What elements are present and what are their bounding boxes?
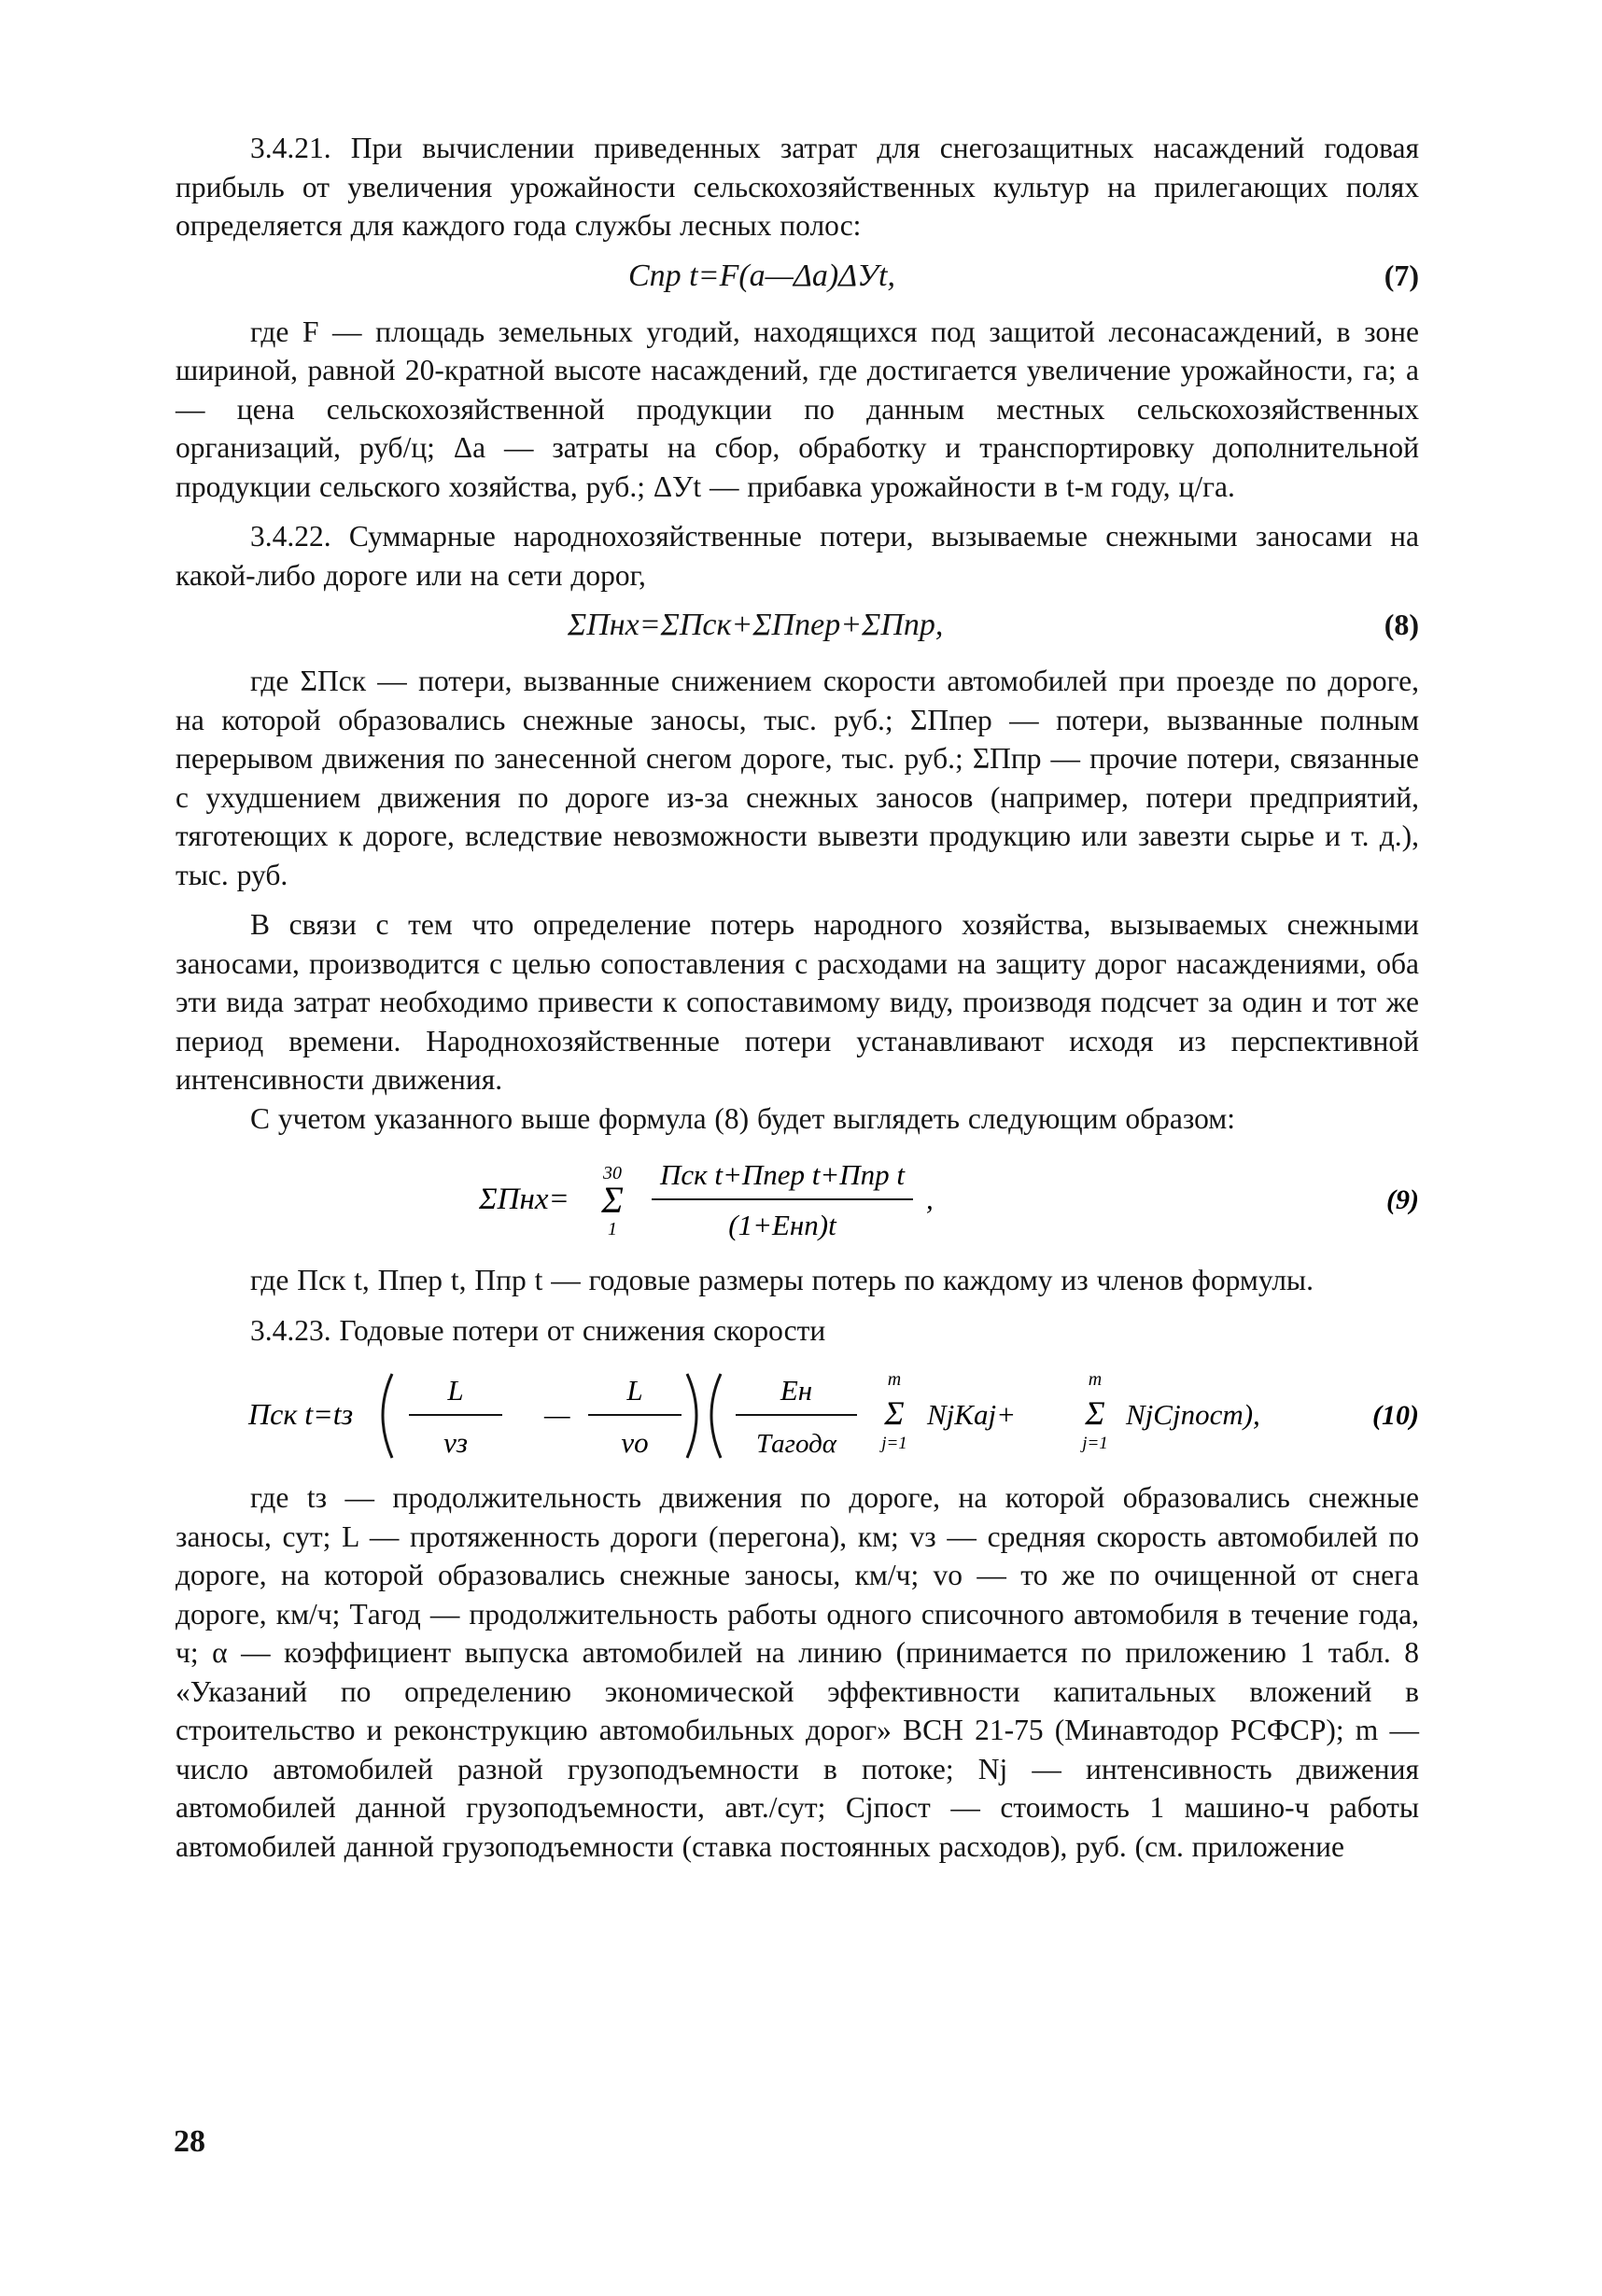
formula-10-frac1-den: vз xyxy=(443,1426,468,1459)
section-3-4-23-intro: 3.4.23. Годовые потери от снижения скорости xyxy=(250,1313,826,1347)
section-3-4-22-explanation: где ΣПск — потери, вызванные снижением скорости автомобилей при проезде по дороге, на которой образовались снежные заносы, тыс. руб.; ΣПпер — потери, вызванные полным перерывом движения по занесенной снегом дороге, тыс. руб.; ΣПпр — прочие потери, связанные с ухудшением движения по дороге из-за снежных заносов (например, потери предприятий, тяготеющих к дороге, вследствие невозможности вывезти продукцию или завезти сырье и т. д.), тыс. руб. xyxy=(176,665,1419,891)
formula-9-numerator: Пск t+Ппер t+Ппр t xyxy=(659,1158,906,1191)
formula-9-number: (9) xyxy=(1386,1184,1419,1215)
formula-8-expression: ΣПнх=ΣПск+ΣПпер+ΣПпр, xyxy=(568,608,944,642)
formula-10-frac2-num: L xyxy=(626,1374,643,1407)
formula-10-frac3-num: Eн xyxy=(780,1374,813,1407)
formula-10-sum2-upper: m xyxy=(1088,1369,1103,1390)
formula-7 xyxy=(176,245,1419,313)
formula-9-trailing: , xyxy=(926,1183,934,1215)
formula-10-paren-right-1 xyxy=(687,1374,696,1458)
formula-9-graphic xyxy=(176,1138,1419,1261)
formula-10-sigma-2: Σ xyxy=(1085,1394,1105,1432)
section-3-4-23-explanation: где tз — продолжительность движения по дороге, на которой образовались снежные заносы, сут; L — протяженность дороги (перегона), км; vз — средняя скорость автомобилей по дороге, на которой образовались снежные заносы, км/ч; vо — то же по очищенной от снега дороге, км/ч; Tагод — продолжительность работы одного списочного автомобиля в течение года, ч; α — коэффициент выпуска автомобилей на линию (принимается по приложению 1 табл. 8 «Указаний по определению экономической эффективности капитальных вложений в строительство и реконструкцию автомобильных дорог» ВСН 21-75 (Минавтодор РСФСР); m — число автомобилей разной грузоподъемности в потоке; Nj — интенсивность движения автомобилей данной грузоподъемности, авт./сут; Cjпост — стоимость 1 машино-ч работы автомобилей данной грузоподъемности (ставка постоянных расходов), руб. (см. приложение xyxy=(176,1481,1419,1863)
formula-10-graphic xyxy=(176,1350,1419,1478)
formula-10-sigma-1: Σ xyxy=(884,1394,905,1432)
formula-10-term1: NjKaj+ xyxy=(927,1398,1016,1431)
formula-10-sum1-upper: m xyxy=(887,1369,902,1390)
formula-9-lhs: ΣПнх= xyxy=(479,1183,569,1216)
formula-8-number: (8) xyxy=(1384,608,1419,641)
section-3-4-21-intro: 3.4.21. При вычислении приведенных затрат для снегозащитных насаждений годовая прибыль от увеличения урожайности сельскохозяйственных культур на прилегающих полях определяется для каждого года службы лесных полос: xyxy=(176,132,1419,242)
formula-9-denominator: (1+Eнп)t xyxy=(728,1209,836,1241)
formula-9 xyxy=(176,1138,1419,1261)
formula-10-paren-left-2 xyxy=(711,1374,721,1458)
formula-10-paren-left-1 xyxy=(383,1374,392,1458)
text-column xyxy=(176,129,1419,1866)
formula-10 xyxy=(176,1350,1419,1478)
formula-10-minus: — xyxy=(544,1398,570,1431)
formula-8 xyxy=(176,595,1419,662)
formula-10-lhs: Пск t=tз xyxy=(248,1397,354,1431)
formula-10-term2: NjCjпост), xyxy=(1126,1398,1260,1431)
section-3-4-22-paragraph-2: В связи с тем что определение потерь народного хозяйства, вызываемых снежными заносами, производится с целью сопоставления с расходами на защиту дорог насаждениями, оба эти вида затрат необходимо привести к сопоставимому виду, производя подсчет за один и тот же период времени. Народнохозяйственные потери устанавливают исходя из перспективной интенсивности движения. xyxy=(176,908,1419,1096)
formula-7-number: (7) xyxy=(1384,258,1419,292)
section-3-4-22-paragraph-3: С учетом указанного выше формула (8) будет выглядеть следующим образом: xyxy=(250,1101,1235,1135)
formula-10-sum1-lower: j=1 xyxy=(881,1434,907,1453)
formula-9-sum-upper: 30 xyxy=(603,1163,622,1183)
formula-9-sigma: Σ xyxy=(601,1179,624,1221)
formula-10-frac3-den: Tагодα xyxy=(756,1429,836,1459)
section-3-4-22-explanation-9: где Пск t, Ппер t, Ппр t — годовые размеры потерь по каждому из членов формулы. xyxy=(250,1264,1314,1296)
section-3-4-21-explanation: где F — площадь земельных угодий, находящихся под защитой лесонасаждений, в зоне шириной, равной 20-кратной высоте насаждений, где достигается увеличение урожайности, га; a — цена сельскохозяйственной продукции по данным местных сельскохозяйственных организаций, руб/ц; Δa — затраты на сбор, обработку и транспортировку дополнительной продукции сельского хозяйства, руб.; ΔУt — прибавка урожайности в t-м году, ц/га. xyxy=(176,315,1419,503)
section-3-4-22-intro: 3.4.22. Суммарные народнохозяйственные потери, вызываемые снежными заносами на какой-либо дороге или на сети дорог, xyxy=(176,520,1419,592)
formula-10-sum2-lower: j=1 xyxy=(1082,1434,1108,1453)
formula-10-frac2-den: vо xyxy=(621,1426,649,1459)
formula-10-frac1-num: L xyxy=(447,1374,464,1407)
formula-7-expression: Cпр t=F(a—Δa)ΔУt, xyxy=(628,258,895,293)
formula-9-sum-lower: 1 xyxy=(608,1219,617,1239)
page-number: 28 xyxy=(174,2124,205,2159)
formula-10-number: (10) xyxy=(1372,1400,1419,1431)
